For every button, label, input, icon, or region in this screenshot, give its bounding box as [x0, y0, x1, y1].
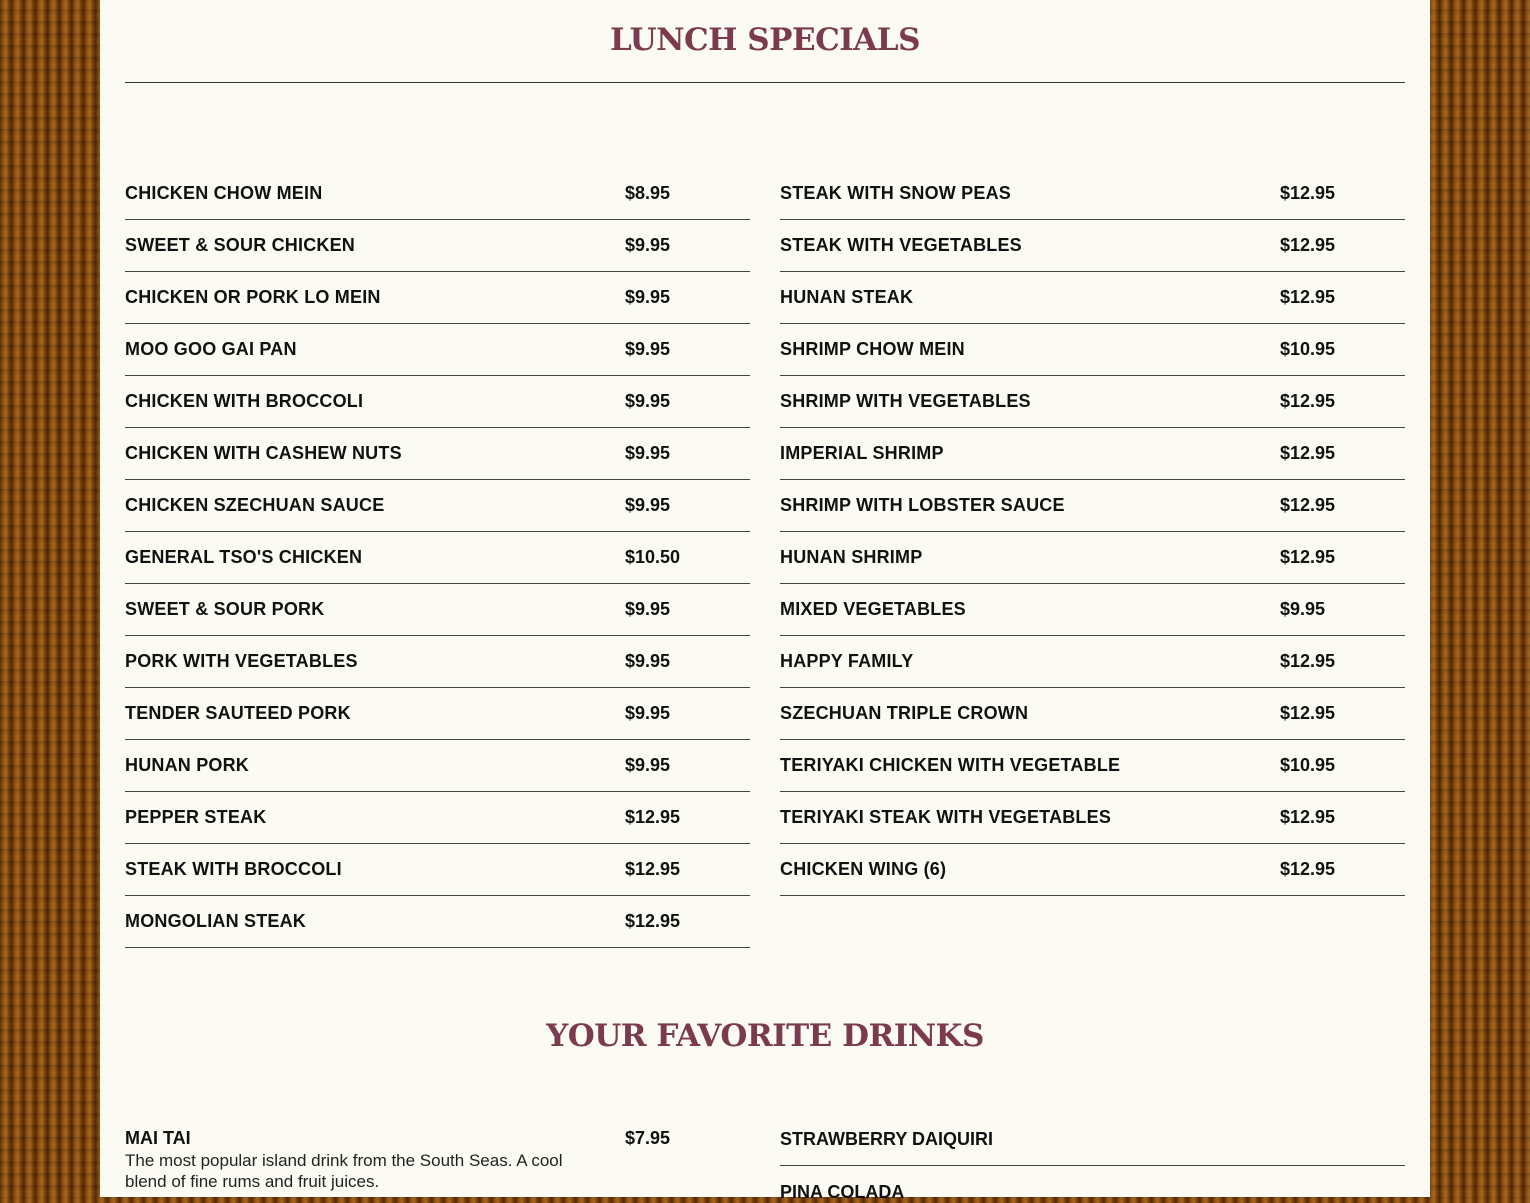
- drink-price: $7.95: [625, 1128, 671, 1148]
- item-name: TERIYAKI CHICKEN WITH VEGETABLE: [780, 755, 1121, 775]
- item-name: STEAK WITH VEGETABLES: [780, 235, 1022, 255]
- menu-item: [125, 272, 750, 324]
- menu-item: [125, 688, 750, 740]
- item-price: $12.95: [1280, 443, 1336, 463]
- menu-item: [125, 220, 750, 272]
- drinks-title: YOUR FAVORITE DRINKS: [546, 1018, 984, 1054]
- menu-item: [125, 636, 750, 688]
- menu-item: [125, 844, 750, 896]
- menu-item: [125, 792, 750, 844]
- menu-item: [125, 168, 750, 220]
- drink-name: PINA COLADA: [780, 1182, 905, 1202]
- lunch-list-left: [125, 168, 750, 948]
- menu-item: [780, 532, 1405, 584]
- item-price: $12.95: [1280, 183, 1336, 203]
- menu-item: [780, 636, 1405, 688]
- drink-name: MAI TAI: [125, 1128, 191, 1148]
- item-name: STEAK WITH BROCCOLI: [125, 859, 342, 879]
- item-price: $12.95: [625, 911, 681, 931]
- menu-item: [125, 532, 750, 584]
- menu-item: [780, 844, 1405, 896]
- menu-item: [780, 584, 1405, 636]
- menu-item: [780, 272, 1405, 324]
- item-name: HUNAN PORK: [125, 755, 250, 775]
- item-price: $12.95: [625, 859, 681, 879]
- title-divider: [125, 82, 1405, 83]
- item-price: $12.95: [1280, 547, 1336, 567]
- menu-item: [780, 220, 1405, 272]
- item-name: CHICKEN CHOW MEIN: [125, 183, 323, 203]
- bamboo-border-right: [1430, 0, 1530, 1197]
- item-price: $12.95: [1280, 287, 1336, 307]
- item-name: CHICKEN WITH CASHEW NUTS: [125, 443, 402, 463]
- item-price: $8.95: [625, 183, 671, 203]
- item-name: SHRIMP WITH LOBSTER SAUCE: [780, 495, 1065, 515]
- menu-item: [780, 688, 1405, 740]
- item-price: $12.95: [1280, 703, 1336, 723]
- item-price: $9.95: [625, 651, 671, 671]
- item-name: HUNAN STEAK: [780, 287, 914, 307]
- item-name: MIXED VEGETABLES: [780, 599, 966, 619]
- item-price: $9.95: [625, 599, 671, 619]
- item-price: $10.95: [1280, 755, 1336, 775]
- menu-item: [125, 584, 750, 636]
- drink-name: STRAWBERRY DAIQUIRI: [780, 1129, 994, 1149]
- menu-item: [125, 324, 750, 376]
- item-name: TERIYAKI STEAK WITH VEGETABLES: [780, 807, 1112, 827]
- menu-item: [125, 376, 750, 428]
- menu-item: [125, 896, 750, 948]
- menu-sheet: [100, 0, 1430, 1202]
- item-price: $9.95: [625, 235, 671, 255]
- item-name: CHICKEN SZECHUAN SAUCE: [125, 495, 385, 515]
- menu-item: [780, 168, 1405, 220]
- menu-item: [780, 428, 1405, 480]
- menu-item: [125, 428, 750, 480]
- drink-item: [125, 1128, 750, 1192]
- menu-item: [125, 740, 750, 792]
- item-price: $10.95: [1280, 339, 1336, 359]
- item-name: MONGOLIAN STEAK: [125, 911, 306, 931]
- item-price: $9.95: [625, 703, 671, 723]
- menu-item: [780, 480, 1405, 532]
- item-name: TENDER SAUTEED PORK: [125, 703, 351, 723]
- menu-item: [780, 740, 1405, 792]
- item-name: SWEET & SOUR CHICKEN: [125, 235, 356, 255]
- item-price: $12.95: [1280, 807, 1336, 827]
- item-price: $12.95: [1280, 651, 1336, 671]
- drink-item: [780, 1166, 1405, 1203]
- item-price: $9.95: [625, 287, 671, 307]
- item-name: IMPERIAL SHRIMP: [780, 443, 944, 463]
- item-name: MOO GOO GAI PAN: [125, 339, 297, 359]
- item-name: GENERAL TSO'S CHICKEN: [125, 547, 363, 567]
- item-price: $9.95: [625, 755, 671, 775]
- item-price: $12.95: [1280, 391, 1336, 411]
- item-price: $12.95: [1280, 859, 1336, 879]
- item-price: $9.95: [625, 339, 671, 359]
- drinks-list-left: [125, 1128, 750, 1192]
- menu-item: [780, 376, 1405, 428]
- item-name: CHICKEN WING (6): [780, 859, 947, 879]
- item-name: SWEET & SOUR PORK: [125, 599, 325, 619]
- item-name: HAPPY FAMILY: [780, 651, 914, 671]
- bamboo-border-left: [0, 0, 100, 1197]
- item-price: $10.50: [625, 547, 681, 567]
- item-name: PEPPER STEAK: [125, 807, 267, 827]
- item-name: SZECHUAN TRIPLE CROWN: [780, 703, 1029, 723]
- item-price: $12.95: [1280, 235, 1336, 255]
- menu-item: [780, 324, 1405, 376]
- item-name: STEAK WITH SNOW PEAS: [780, 183, 1012, 203]
- item-name: SHRIMP WITH VEGETABLES: [780, 391, 1031, 411]
- item-name: PORK WITH VEGETABLES: [125, 651, 358, 671]
- item-price: $9.95: [625, 391, 671, 411]
- drink-item: [780, 1128, 1405, 1166]
- lunch-list-right: [780, 168, 1405, 896]
- menu-item: [125, 480, 750, 532]
- item-price: $9.95: [625, 443, 671, 463]
- drink-description: The most popular island drink from the South Seas. A cool blend of fine rums and fruit juices.: [125, 1151, 563, 1191]
- item-name: CHICKEN OR PORK LO MEIN: [125, 287, 381, 307]
- item-price: $12.95: [1280, 495, 1336, 515]
- item-name: SHRIMP CHOW MEIN: [780, 339, 965, 359]
- item-name: CHICKEN WITH BROCCOLI: [125, 391, 364, 411]
- item-price: $12.95: [625, 807, 681, 827]
- item-price: $9.95: [625, 495, 671, 515]
- lunch-specials-title: LUNCH SPECIALS: [610, 22, 920, 58]
- menu-item: [780, 792, 1405, 844]
- item-price: $9.95: [1280, 599, 1326, 619]
- item-name: HUNAN SHRIMP: [780, 547, 923, 567]
- drinks-list-right: [780, 1128, 1405, 1203]
